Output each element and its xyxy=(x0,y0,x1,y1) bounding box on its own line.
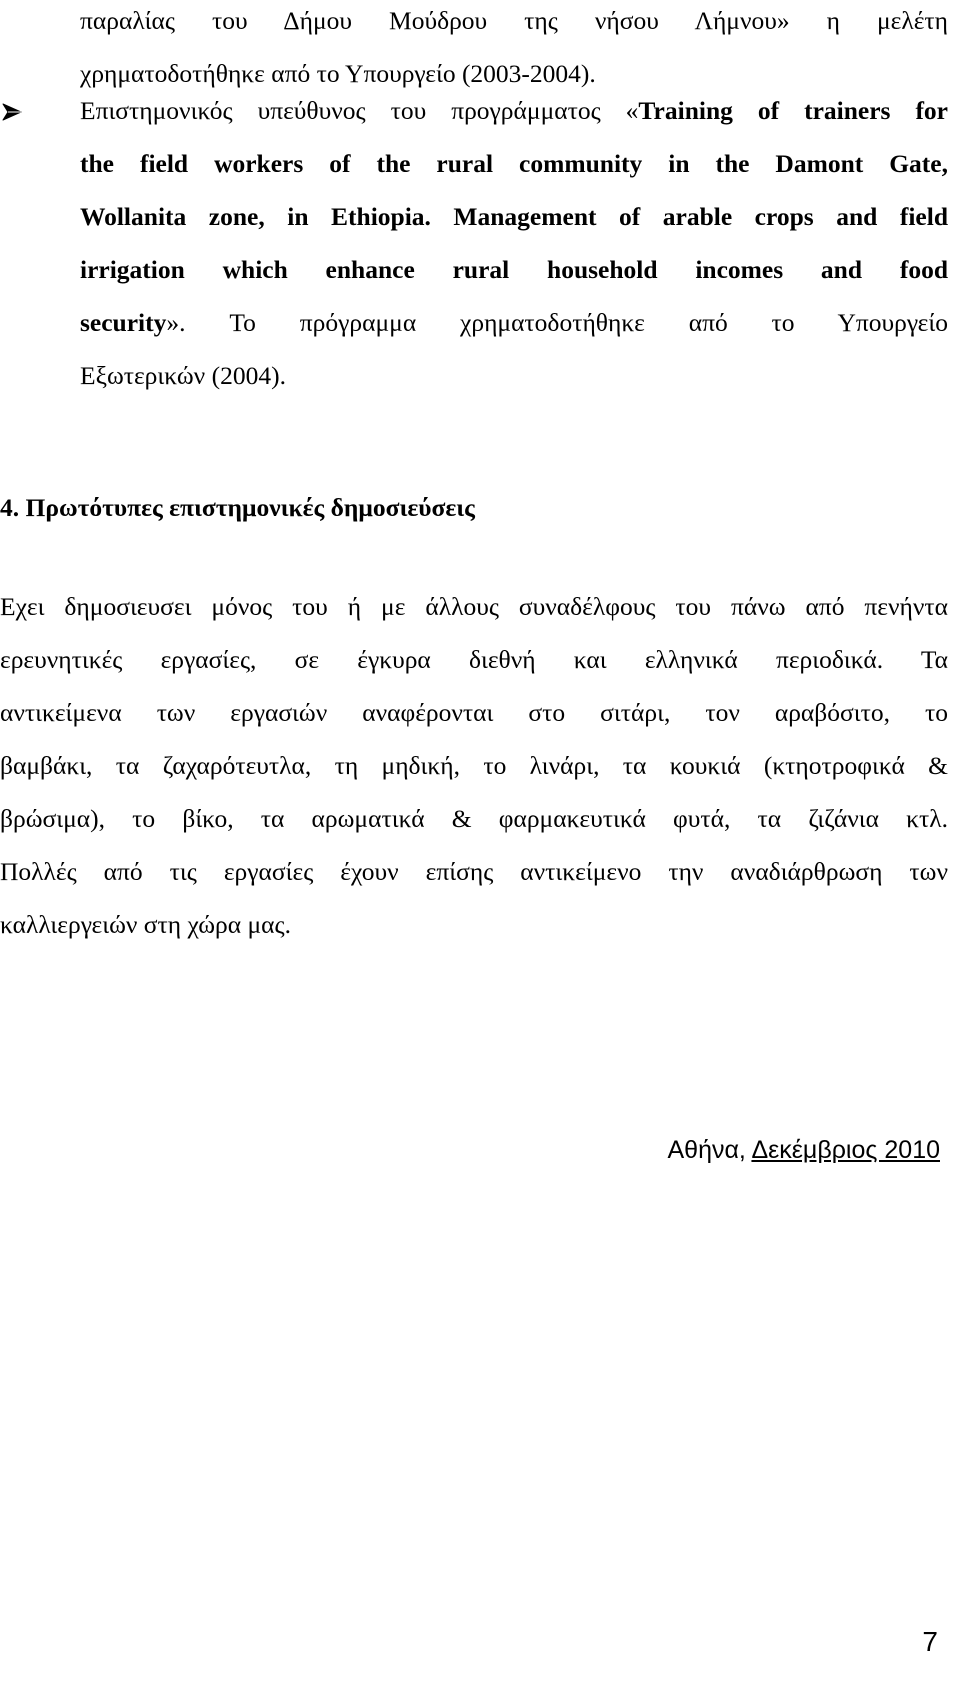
text-line xyxy=(80,296,948,349)
text-line xyxy=(80,137,948,190)
signoff-date: Δεκέμβριος 2010 xyxy=(751,1136,940,1164)
signoff-city: Αθήνα, xyxy=(667,1136,752,1164)
text-line: ερευνητικές εργασίες, σε έγκυρα διεθνή και ελληνικά περιοδικά. Τα xyxy=(0,645,948,674)
text-line: Εχει δημοσιευσει μόνος του ή με άλλους συναδέλφους του πάνω από πενήντα xyxy=(0,592,948,621)
text-line xyxy=(80,190,948,243)
text-line: χρηματοδοτήθηκε από το Υπουργείο (2003-2004). xyxy=(80,59,596,88)
text-line: καλλιεργειών στη χώρα μας. xyxy=(0,910,291,939)
bold-text-run: irrigation which enhance rural household incomes and food xyxy=(80,255,948,284)
section-heading: 4. Πρωτότυπες επιστημονικές δημοσιεύσεις xyxy=(0,493,475,522)
text-run: ». Το πρόγραμμα χρηματοδοτήθηκε από το Υπουργείο xyxy=(166,308,948,337)
body-paragraph xyxy=(0,580,948,951)
bold-text-run: Training of trainers for xyxy=(638,96,949,125)
bullet-item xyxy=(80,84,948,402)
signoff xyxy=(667,1132,940,1168)
bold-text-run: Wollanita zone, in Ethiopia. Management of arable crops and field xyxy=(80,202,948,231)
bold-text-run: security xyxy=(80,308,167,337)
text-line xyxy=(80,84,948,137)
arrow-bullet-icon xyxy=(0,100,24,124)
text-line: βαμβάκι, τα ζαχαρότευτλα, τη μηδική, το λινάρι, τα κουκιά (κτηοτροφικά & xyxy=(0,751,948,780)
page-number: 7 xyxy=(922,1626,938,1657)
text-line: αντικείμενα των εργασιών αναφέρονται στο σιτάρι, τον αραβόσιτο, το xyxy=(0,698,948,727)
text-line: βρώσιμα), το βίκο, τα αρωματικά & φαρμακευτικά φυτά, τα ζιζάνια κτλ. xyxy=(0,804,948,833)
text-line: παραλίας του Δήμου Μούδρου της νήσου Λήμνου» η μελέτη xyxy=(80,6,948,35)
text-run: Επιστημονικός υπεύθυνος του προγράμματος « xyxy=(80,96,639,125)
text-line: Εξωτερικών (2004). xyxy=(80,361,286,390)
text-line xyxy=(80,243,948,296)
text-line: Πολλές από τις εργασίες έχουν επίσης αντικείμενο την αναδιάρθρωση των xyxy=(0,857,948,886)
bold-text-run: the field workers of the rural community in the Damont Gate, xyxy=(80,149,948,178)
